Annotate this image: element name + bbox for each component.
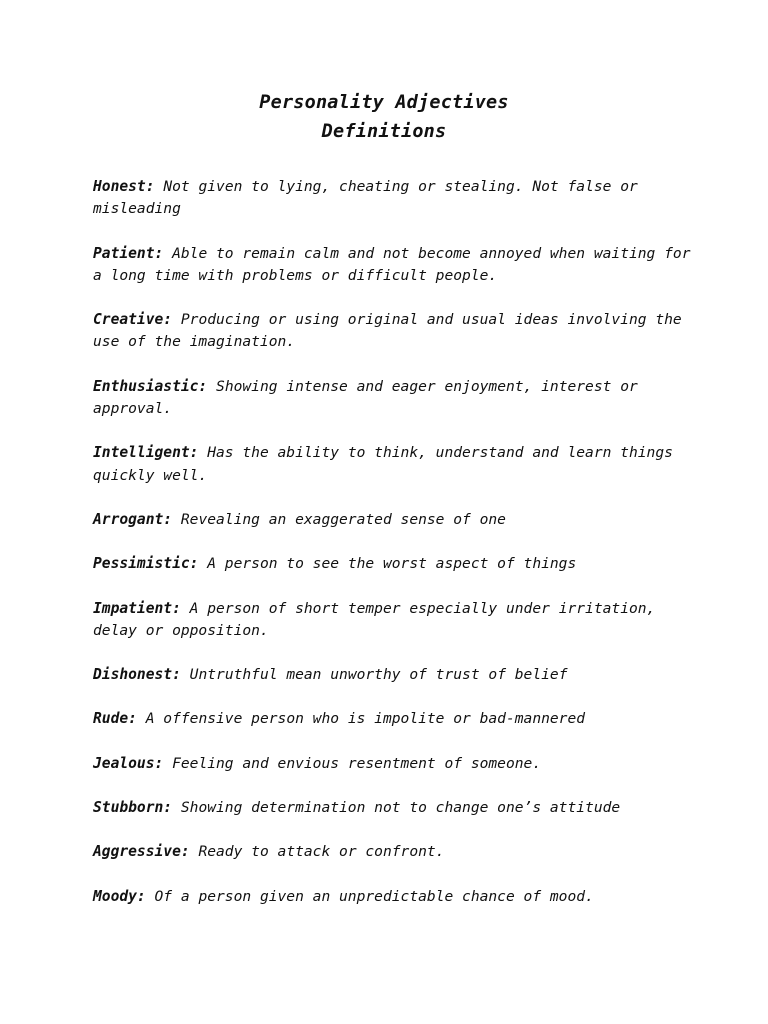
definition: Showing determination not to change one’s attitude — [180, 799, 621, 817]
definition-entry — [93, 176, 693, 221]
definition-entry — [93, 753, 693, 775]
title-line-1: Personality Adjectives — [259, 92, 509, 113]
term: Honest: — [93, 178, 155, 195]
definition: Feeling and envious resentment of someone. — [172, 754, 542, 772]
term: Arrogant: — [93, 510, 173, 528]
term: Moody: — [93, 887, 146, 905]
definition-entry — [93, 886, 693, 908]
title-line-2: Definitions — [321, 121, 447, 142]
definition-entry — [93, 708, 693, 730]
definition: A person of short temper especially under irritation, delay or opposition. — [93, 599, 656, 639]
definition: Ready to attack or confront. — [198, 843, 445, 861]
term: Stubborn: — [93, 799, 173, 817]
definition-entry — [93, 376, 693, 421]
term: Impatient: — [93, 599, 181, 617]
definition: A person to see the worst aspect of things — [207, 555, 577, 573]
term: Enthusiastic: — [93, 377, 208, 395]
definitions-list — [93, 176, 693, 930]
definition: Revealing an exaggerated sense of one — [180, 510, 506, 528]
term: Creative: — [93, 311, 173, 329]
term: Intelligent: — [93, 444, 199, 462]
definition: Producing or using original and usual ideas involving the use of the imagination. — [93, 311, 682, 351]
definition-entry — [93, 664, 693, 686]
definition-entry — [93, 442, 693, 487]
definition-entry — [93, 309, 693, 354]
term: Dishonest: — [93, 666, 181, 684]
definition-entry — [93, 797, 693, 819]
definition: Untruthful mean unworthy of trust of belief — [189, 666, 568, 684]
document-title — [0, 88, 768, 146]
definition: Not given to lying, cheating or stealing. Not false or misleading — [93, 178, 638, 218]
definition-entry — [93, 509, 693, 531]
definition: Of a person given an unpredictable chance of mood. — [154, 887, 594, 905]
definition-entry — [93, 598, 693, 643]
term: Rude: — [93, 710, 137, 728]
definition: Able to remain calm and not become annoyed when waiting for a long time with problems or difficult people. — [93, 244, 691, 284]
definition-entry — [93, 553, 693, 575]
term: Jealous: — [93, 754, 164, 772]
term: Aggressive: — [93, 843, 190, 861]
definition: A offensive person who is impolite or bad-mannered — [145, 710, 586, 728]
term: Pessimistic: — [93, 555, 199, 573]
definition-entry — [93, 243, 693, 288]
definition: Showing intense and eager enjoyment, interest or approval. — [93, 377, 638, 418]
definition: Has the ability to think, understand and learn things quickly well. — [93, 444, 673, 484]
definition-entry — [93, 841, 693, 863]
term: Patient: — [93, 244, 164, 262]
